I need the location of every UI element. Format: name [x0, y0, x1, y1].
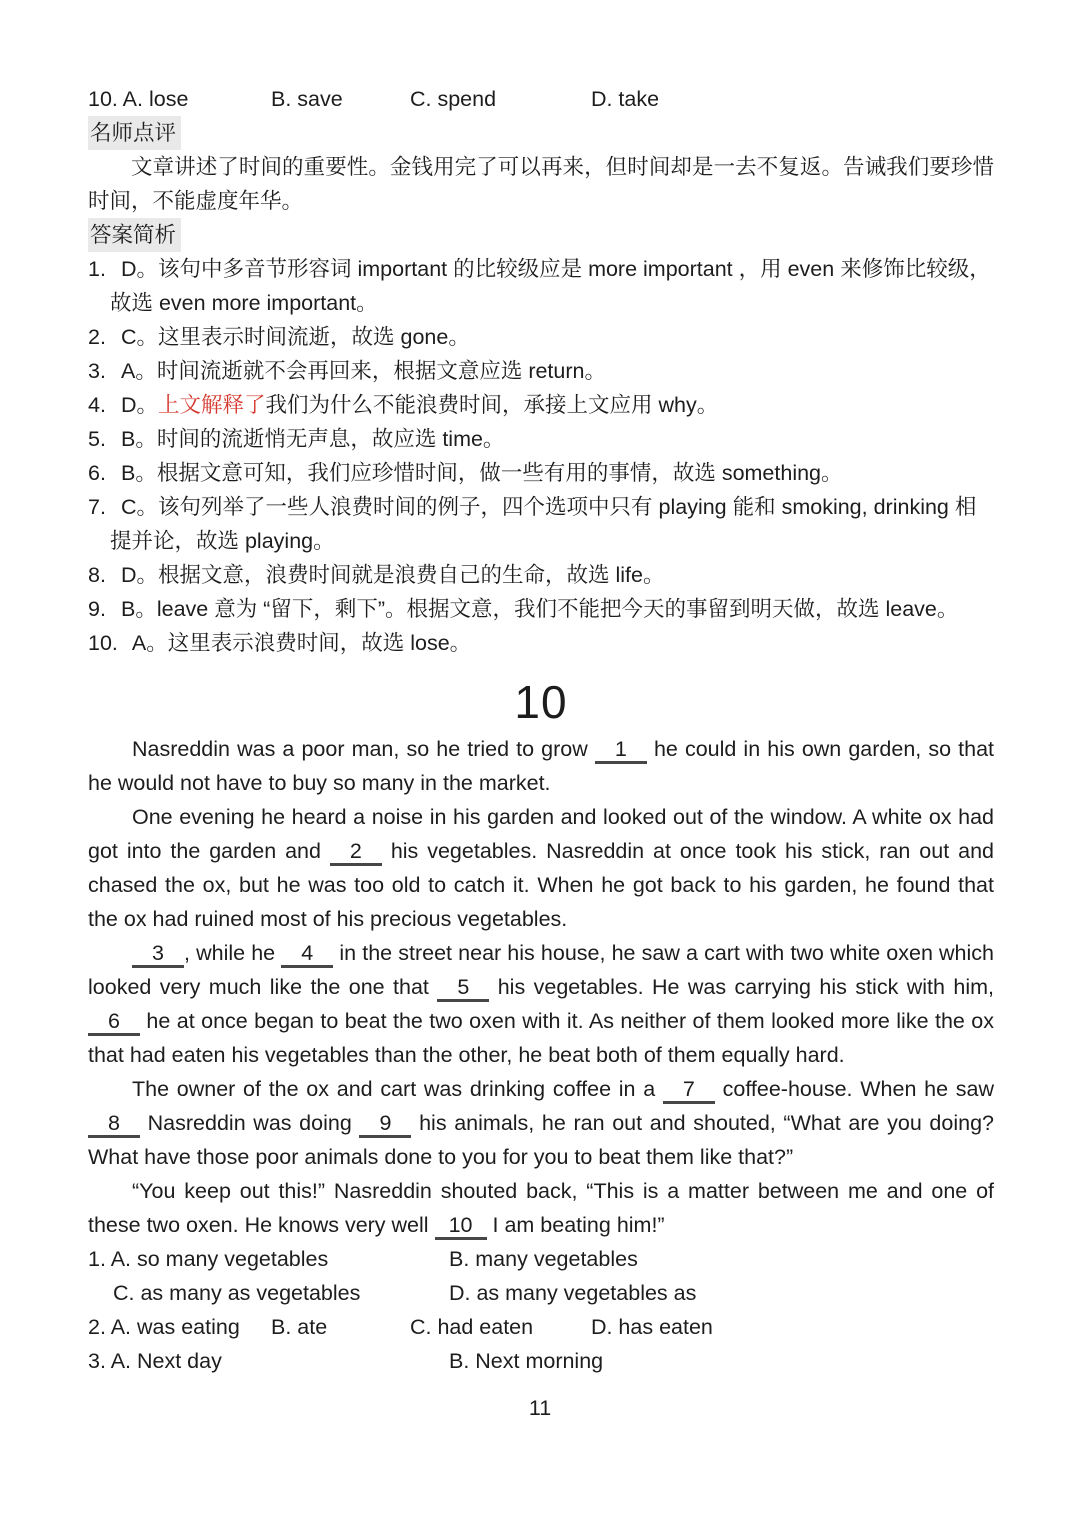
answer-item	[88, 592, 994, 626]
teacher-comment-text: 文章讲述了时间的重要性。金钱用完了可以再来，但时间却是一去不复返。告诫我们要珍惜时间，不能虚度年华。	[88, 155, 994, 213]
fill-blank-2: 2	[330, 839, 382, 866]
question-3-options-row	[88, 1344, 994, 1378]
q2-option-a: 2. A. was eating	[88, 1315, 240, 1339]
passage-paragraph: The owner of the ox and cart was drinking coffee in a 7 coffee-house. When he saw 8 Nasreddin was doing 9 his animals, he ran out and shouted, “What are you doing? What have those poor animals done to you for you to beat them like that?”	[88, 1077, 994, 1169]
passage-number-heading: 10	[514, 676, 568, 728]
answer-item-number: 1.	[88, 257, 106, 281]
q3-option-b: B. Next morning	[448, 1349, 604, 1373]
answer-item	[88, 354, 994, 388]
answer-item-number: 10.	[88, 631, 118, 655]
q1-option-c: C. as many as vegetables	[113, 1281, 361, 1305]
answer-item	[88, 252, 994, 320]
answer-text: C。该句列举了一些人浪费时间的例子，四个选项中只有 playing 能和 smoking, drinking 相提并论，故选 playing。	[110, 495, 977, 553]
answer-item-number: 3.	[88, 359, 106, 383]
answer-item-number: 5.	[88, 427, 106, 451]
fill-blank-5: 5	[437, 975, 489, 1002]
q1-option-a: 1. A. so many vegetables	[88, 1247, 329, 1271]
answer-analysis-label-row	[88, 218, 994, 252]
passage-paragraph: Nasreddin was a poor man, so he tried to grow 1 he could in his own garden, so that he would not have to buy so many in the market.	[88, 737, 995, 795]
q10-option-a: 10. A. lose	[88, 87, 189, 111]
teacher-comment-label: 名师点评	[88, 116, 181, 150]
answer-item	[88, 422, 994, 456]
answer-text: D。该句中多音节形容词 important 的比较级应是 more important ，用 even 来修饰比较级，故选 even more important。	[110, 257, 991, 315]
fill-blank-7: 7	[663, 1077, 715, 1104]
q2-option-b: B. ate	[270, 1315, 328, 1339]
page-number: 11	[528, 1396, 552, 1420]
answer-item-number: 4.	[88, 393, 106, 417]
fill-blank-4: 4	[281, 941, 333, 968]
answer-text: 我们为什么不能浪费时间，承接上文应用 why。	[265, 393, 719, 417]
q1-option-b: B. many vegetables	[448, 1247, 638, 1271]
answer-item	[88, 388, 994, 422]
q2-option-d: D. has eaten	[590, 1315, 713, 1339]
answer-red-note: 上文解释了	[158, 393, 266, 417]
fill-blank-10: 10	[435, 1213, 487, 1240]
answer-item-number: 8.	[88, 563, 106, 587]
fill-blank-1: 1	[595, 737, 647, 764]
answer-item-number: 2.	[88, 325, 106, 349]
answer-item-number: 7.	[88, 495, 106, 519]
answer-item-number: 6.	[88, 461, 106, 485]
answer-text: D。根据文意，浪费时间就是浪费自己的生命，故选 life。	[121, 563, 665, 587]
q1-option-d: D. as many vegetables as	[448, 1281, 697, 1305]
q3-option-a: 3. A. Next day	[88, 1349, 222, 1373]
question-1-options-row-2	[88, 1276, 994, 1310]
passage-paragraph: 3 , while he 4 in the street near his house, he saw a cart with two white oxen which looked very much like the one that 5 his vegetables. He was carrying his stick with him, 6 he at once began to beat the two oxen with it. As neither of them looked more like the ox that had eaten his vegetables than the other, he beat both of them equally hard.	[88, 941, 994, 1067]
question-2-options-row	[88, 1310, 994, 1344]
answer-analysis-label: 答案简析	[88, 218, 181, 252]
q10-option-d: D. take	[590, 87, 660, 111]
answer-text: B。leave 意为 “留下，剩下”。根据文意，我们不能把今天的事留到明天做，故选 leave。	[121, 597, 959, 621]
answer-text: A。这里表示浪费时间，故选 lose。	[131, 631, 472, 655]
question-options-block	[88, 1242, 994, 1378]
answer-text: C。这里表示时间流逝，故选 gone。	[121, 325, 470, 349]
question-10-options-row	[88, 82, 994, 116]
passage-paragraph: “You keep out this!” Nasreddin shouted back, “This is a matter between me and one of these two oxen. He knows very well 10 I am beating him!”	[88, 1174, 994, 1242]
answer-list	[88, 252, 994, 660]
q10-option-b: B. save	[270, 87, 343, 111]
answer-text: B。时间的流逝悄无声息，故应选 time。	[121, 427, 505, 451]
answer-item	[88, 490, 994, 558]
fill-blank-3: 3	[132, 941, 184, 968]
teacher-comment-label-row	[88, 116, 994, 150]
question-1-options-row-1	[88, 1242, 994, 1276]
answer-item	[88, 558, 994, 592]
answer-item-number: 9.	[88, 597, 106, 621]
answer-item	[88, 456, 994, 490]
fill-blank-6: 6	[88, 1009, 140, 1036]
answer-text: B。根据文意可知，我们应珍惜时间，做一些有用的事情，故选 something。	[121, 461, 843, 485]
fill-blank-9: 9	[359, 1111, 411, 1138]
answer-text: A。时间流逝就不会再回来，根据文意应选 return。	[121, 359, 606, 383]
cloze-passage	[88, 732, 994, 1242]
q2-option-c: C. had eaten	[409, 1315, 534, 1339]
answer-item	[88, 626, 994, 660]
answer-item	[88, 320, 994, 354]
passage-paragraph: One evening he heard a noise in his garden and looked out of the window. A white ox had got into the garden and 2 his vegetables. Nasreddin at once took his stick, ran out and chased the ox, but he was too old to catch it. When he got back to his garden, he found that the ox had ruined most of his precious vegetables.	[88, 805, 994, 931]
answer-text: D。	[121, 393, 159, 417]
fill-blank-8: 8	[88, 1111, 140, 1138]
q10-option-c: C. spend	[409, 87, 497, 111]
